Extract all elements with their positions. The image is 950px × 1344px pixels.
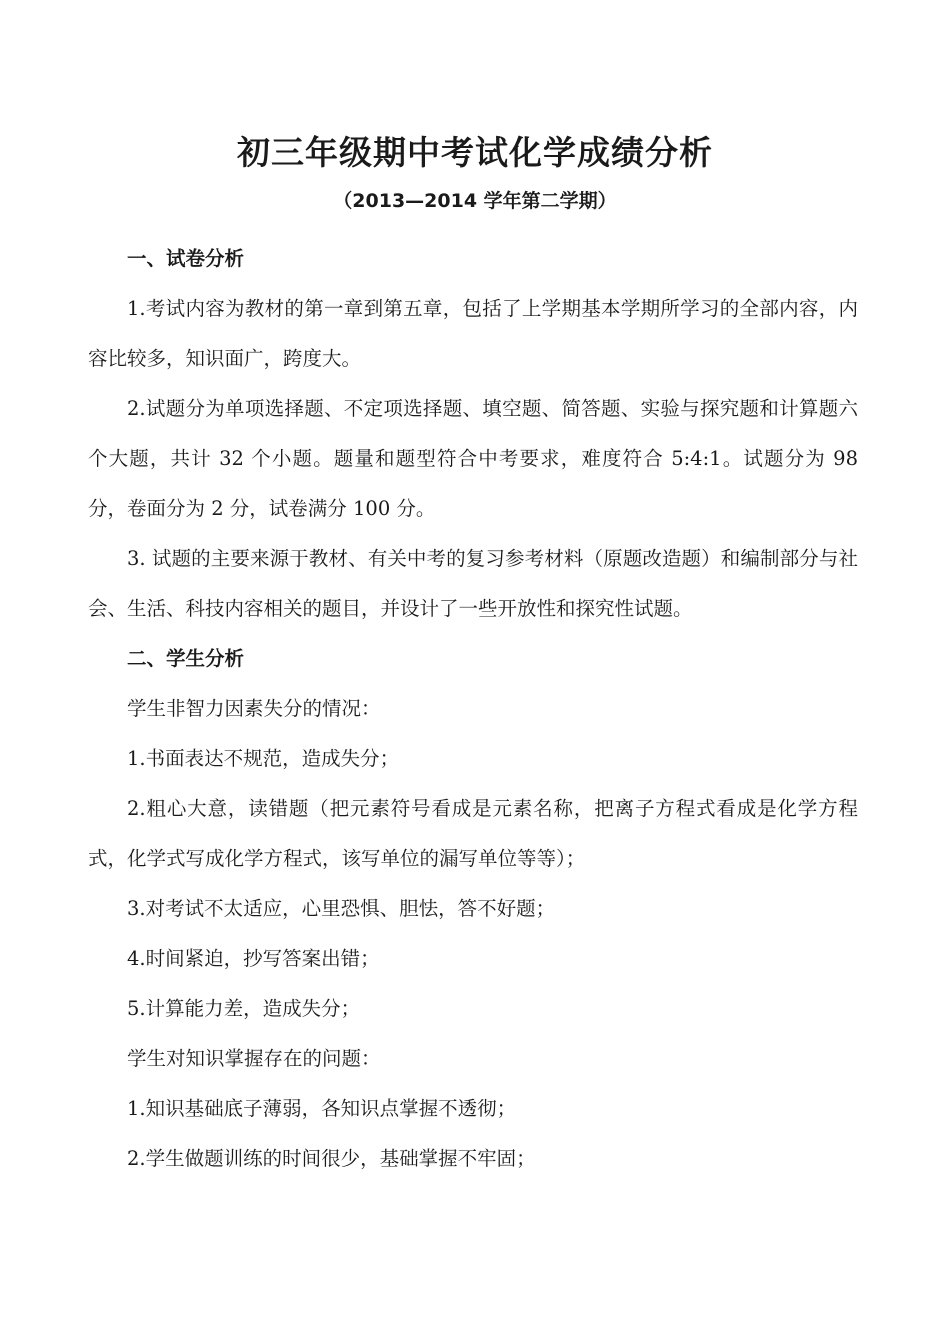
section-heading-student-analysis: 二、学生分析 (127, 647, 245, 670)
section-heading-exam-analysis: 一、试卷分析 (127, 247, 245, 270)
list-item: 4.时间紧迫，抄写答案出错； (127, 947, 380, 970)
document-body (88, 234, 858, 1184)
list-item: 5.计算能力差，造成失分； (127, 997, 361, 1020)
list-item: 1.书面表达不规范，造成失分； (127, 747, 400, 770)
list-item: 2.学生做题训练的时间很少，基础掌握不牢固； (127, 1147, 536, 1170)
paragraph: 1.考试内容为教材的第一章到第五章，包括了上学期基本学期所学习的全部内容，内容比较多，知识面广，跨度大。 (88, 297, 858, 370)
list-item: 2.粗心大意，读错题（把元素符号看成是元素名称，把离子方程式看成是化学方程式，化学式写成化学方程式，该写单位的漏写单位等等）； (88, 797, 858, 870)
document-title: 初三年级期中考试化学成绩分析 (237, 133, 713, 172)
paragraph: 学生对知识掌握存在的问题： (127, 1047, 381, 1070)
paragraph: 2.试题分为单项选择题、不定项选择题、填空题、简答题、实验与探究题和计算题六个大题，共计 32 个小题。题量和题型符合中考要求，难度符合 5:4:1。试题分为 98 分，卷面分为 2 分，试卷满分 100 分。 (88, 397, 858, 520)
document-subtitle: （2013—2014 学年第二学期） (333, 190, 617, 212)
list-item: 3.对考试不太适应，心里恐惧、胆怯，答不好题； (127, 897, 556, 920)
paragraph: 学生非智力因素失分的情况： (127, 697, 381, 720)
paragraph: 3. 试题的主要来源于教材、有关中考的复习参考材料（原题改造题）和编制部分与社会、生活、科技内容相关的题目，并设计了一些开放性和探究性试题。 (88, 547, 858, 620)
list-item: 1.知识基础底子薄弱，各知识点掌握不透彻； (127, 1097, 517, 1120)
